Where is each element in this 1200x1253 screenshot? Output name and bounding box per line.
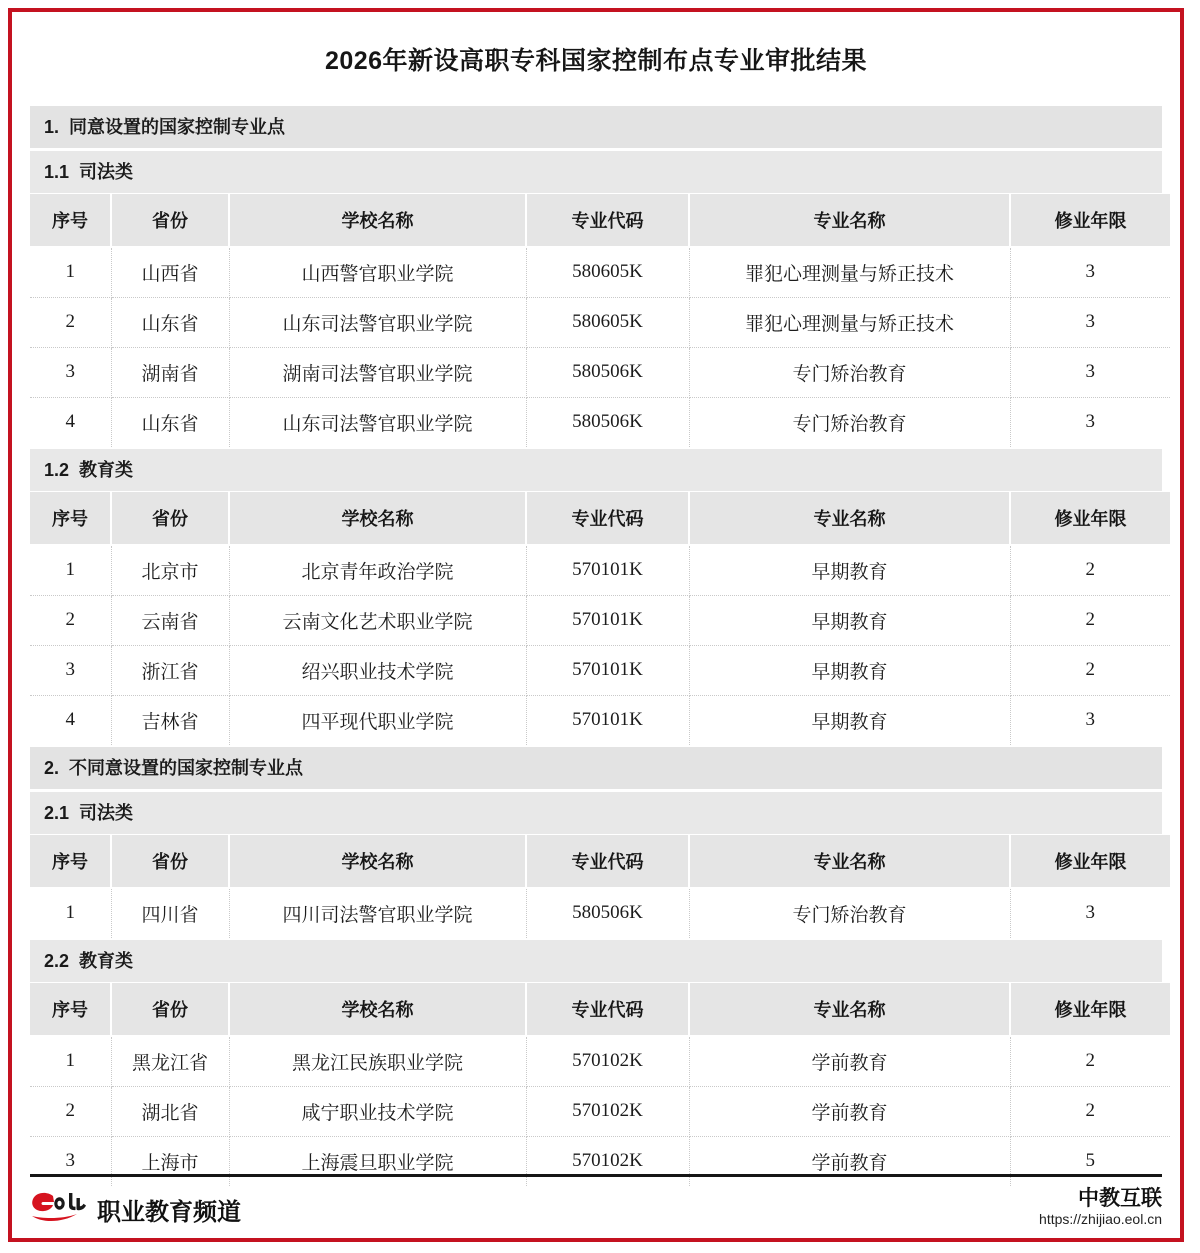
subsection-heading: 1.1 司法类 (30, 151, 1162, 193)
cell-major: 专门矫治教育 (689, 888, 1010, 938)
column-header-major: 专业名称 (689, 194, 1010, 247)
cell-no: 2 (30, 595, 111, 645)
column-header-code: 专业代码 (526, 983, 689, 1036)
cell-school: 北京青年政治学院 (229, 545, 526, 596)
column-header-school: 学校名称 (229, 194, 526, 247)
column-header-major: 专业名称 (689, 835, 1010, 888)
cell-school: 山东司法警官职业学院 (229, 297, 526, 347)
table-row (30, 347, 1170, 397)
cell-code: 580605K (526, 247, 689, 298)
cell-years: 3 (1010, 297, 1170, 347)
column-header-years: 修业年限 (1010, 194, 1170, 247)
subsection-heading: 2.1 司法类 (30, 792, 1162, 834)
subsection-heading: 2.2 教育类 (30, 940, 1162, 982)
cell-province: 山东省 (111, 397, 229, 447)
cell-school: 上海震旦职业学院 (229, 1136, 526, 1186)
cell-province: 山东省 (111, 297, 229, 347)
site-block (1039, 1186, 1162, 1228)
column-header-no: 序号 (30, 492, 111, 545)
cell-province: 湖南省 (111, 347, 229, 397)
cell-code: 570102K (526, 1086, 689, 1136)
eol-logo-icon (30, 1190, 88, 1229)
column-header-province: 省份 (111, 835, 229, 888)
cell-years: 3 (1010, 247, 1170, 298)
cell-school: 山东司法警官职业学院 (229, 397, 526, 447)
cell-school: 黑龙江民族职业学院 (229, 1036, 526, 1087)
brand-name: 职业教育频道 (97, 1199, 241, 1226)
cell-code: 570102K (526, 1036, 689, 1087)
column-header-school: 学校名称 (229, 835, 526, 888)
cell-province: 北京市 (111, 545, 229, 596)
page-title: 2026年新设高职专科国家控制布点专业审批结果 (324, 47, 868, 75)
cell-no: 3 (30, 645, 111, 695)
cell-major: 罪犯心理测量与矫正技术 (689, 297, 1010, 347)
column-header-major: 专业名称 (689, 492, 1010, 545)
cell-no: 1 (30, 545, 111, 596)
column-header-years: 修业年限 (1010, 835, 1170, 888)
section-heading: 2. 不同意设置的国家控制专业点 (30, 747, 1162, 789)
cell-province: 四川省 (111, 888, 229, 938)
document-page (8, 8, 1184, 1242)
cell-code: 570101K (526, 545, 689, 596)
table-row (30, 545, 1170, 596)
results-table (30, 835, 1170, 938)
cell-code: 570101K (526, 645, 689, 695)
cell-school: 山西警官职业学院 (229, 247, 526, 298)
cell-no: 4 (30, 397, 111, 447)
table-header-row (30, 835, 1170, 888)
column-header-no: 序号 (30, 835, 111, 888)
page-footer (30, 1174, 1162, 1238)
column-header-province: 省份 (111, 194, 229, 247)
table-row (30, 247, 1170, 298)
cell-no: 1 (30, 247, 111, 298)
cell-no: 3 (30, 1136, 111, 1186)
cell-province: 黑龙江省 (111, 1036, 229, 1087)
column-header-school: 学校名称 (229, 983, 526, 1036)
cell-major: 学前教育 (689, 1136, 1010, 1186)
cell-code: 570101K (526, 695, 689, 745)
column-header-no: 序号 (30, 983, 111, 1036)
cell-no: 2 (30, 297, 111, 347)
table-wrapper (30, 492, 1162, 745)
cell-province: 云南省 (111, 595, 229, 645)
table-row (30, 645, 1170, 695)
cell-major: 早期教育 (689, 545, 1010, 596)
table-wrapper (30, 983, 1162, 1186)
results-table (30, 492, 1170, 745)
site-name: 中教互联 (1078, 1187, 1162, 1211)
cell-major: 早期教育 (689, 645, 1010, 695)
table-row (30, 595, 1170, 645)
cell-school: 四平现代职业学院 (229, 695, 526, 745)
cell-no: 4 (30, 695, 111, 745)
cell-years: 3 (1010, 347, 1170, 397)
table-wrapper (30, 835, 1162, 938)
cell-code: 580605K (526, 297, 689, 347)
table-row (30, 397, 1170, 447)
brand-block (30, 1186, 241, 1229)
cell-school: 云南文化艺术职业学院 (229, 595, 526, 645)
sections-container (30, 106, 1162, 1186)
results-table (30, 983, 1170, 1186)
table-header-row (30, 194, 1170, 247)
cell-code: 580506K (526, 888, 689, 938)
table-wrapper (30, 194, 1162, 447)
cell-years: 2 (1010, 1036, 1170, 1087)
cell-years: 2 (1010, 545, 1170, 596)
results-table (30, 194, 1170, 447)
cell-no: 1 (30, 888, 111, 938)
cell-code: 570101K (526, 595, 689, 645)
cell-major: 专门矫治教育 (689, 347, 1010, 397)
cell-code: 570102K (526, 1136, 689, 1186)
column-header-province: 省份 (111, 983, 229, 1036)
table-header-row (30, 983, 1170, 1036)
cell-no: 1 (30, 1036, 111, 1087)
cell-province: 上海市 (111, 1136, 229, 1186)
cell-major: 早期教育 (689, 595, 1010, 645)
cell-major: 早期教育 (689, 695, 1010, 745)
cell-code: 580506K (526, 397, 689, 447)
cell-province: 山西省 (111, 247, 229, 298)
table-row (30, 888, 1170, 938)
cell-province: 吉林省 (111, 695, 229, 745)
cell-years: 2 (1010, 595, 1170, 645)
cell-school: 湖南司法警官职业学院 (229, 347, 526, 397)
cell-province: 湖北省 (111, 1086, 229, 1136)
cell-years: 2 (1010, 1086, 1170, 1136)
cell-school: 咸宁职业技术学院 (229, 1086, 526, 1136)
cell-years: 3 (1010, 397, 1170, 447)
table-row (30, 1036, 1170, 1087)
cell-years: 2 (1010, 645, 1170, 695)
page-content (12, 12, 1180, 1238)
column-header-code: 专业代码 (526, 835, 689, 888)
column-header-school: 学校名称 (229, 492, 526, 545)
cell-years: 5 (1010, 1136, 1170, 1186)
cell-major: 罪犯心理测量与矫正技术 (689, 247, 1010, 298)
cell-major: 学前教育 (689, 1086, 1010, 1136)
cell-province: 浙江省 (111, 645, 229, 695)
cell-years: 3 (1010, 695, 1170, 745)
cell-code: 580506K (526, 347, 689, 397)
column-header-code: 专业代码 (526, 492, 689, 545)
section-heading: 1. 同意设置的国家控制专业点 (30, 106, 1162, 148)
table-row (30, 695, 1170, 745)
table-header-row (30, 492, 1170, 545)
cell-major: 专门矫治教育 (689, 397, 1010, 447)
column-header-years: 修业年限 (1010, 983, 1170, 1036)
site-url[interactable]: https://zhijiao.eol.cn (1039, 1211, 1162, 1228)
cell-major: 学前教育 (689, 1036, 1010, 1087)
cell-no: 2 (30, 1086, 111, 1136)
cell-years: 3 (1010, 888, 1170, 938)
column-header-province: 省份 (111, 492, 229, 545)
table-row (30, 297, 1170, 347)
column-header-no: 序号 (30, 194, 111, 247)
cell-school: 绍兴职业技术学院 (229, 645, 526, 695)
subsection-heading: 1.2 教育类 (30, 449, 1162, 491)
column-header-code: 专业代码 (526, 194, 689, 247)
column-header-major: 专业名称 (689, 983, 1010, 1036)
cell-no: 3 (30, 347, 111, 397)
table-row (30, 1086, 1170, 1136)
column-header-years: 修业年限 (1010, 492, 1170, 545)
cell-school: 四川司法警官职业学院 (229, 888, 526, 938)
